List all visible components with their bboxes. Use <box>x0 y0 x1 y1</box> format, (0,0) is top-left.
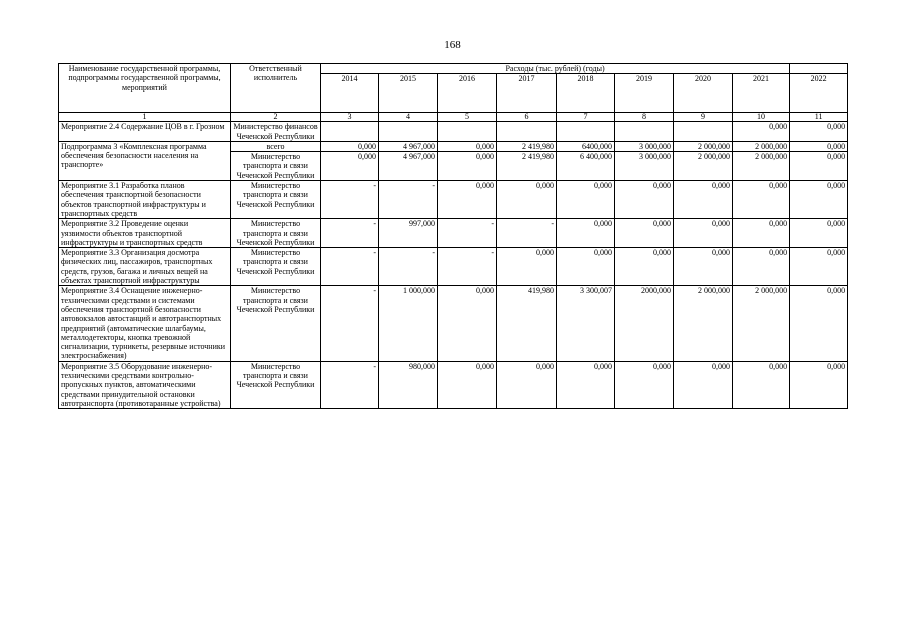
row-value: 0,000 <box>674 248 733 286</box>
row-value: 0,000 <box>497 248 557 286</box>
row-executor: Министерство транспорта и связи Чеченской Республики <box>231 219 321 248</box>
row-value: 0,000 <box>733 122 790 142</box>
column-number: 10 <box>733 113 790 122</box>
row-value: 2 000,000 <box>733 141 790 151</box>
row-value: - <box>321 361 379 408</box>
table-row <box>59 286 848 361</box>
row-value: 0,000 <box>674 181 733 219</box>
row-name: Подпрограмма 3 «Комплексная программа обеспечения безопасности населения на транспорте» <box>59 141 231 180</box>
row-value: 0,000 <box>790 248 848 286</box>
row-value <box>438 122 497 142</box>
row-value: 0,000 <box>438 141 497 151</box>
row-value: 0,000 <box>438 152 497 181</box>
row-value: 0,000 <box>557 361 615 408</box>
row-value: 0,000 <box>615 361 674 408</box>
column-number: 1 <box>59 113 231 122</box>
row-value: 2 000,000 <box>674 286 733 361</box>
row-value <box>379 122 438 142</box>
table-row <box>59 248 848 286</box>
budget-table <box>58 63 848 409</box>
column-number: 9 <box>674 113 733 122</box>
row-value: 2 000,000 <box>674 152 733 181</box>
page-number: 168 <box>444 39 461 51</box>
row-name: Мероприятие 3.3 Организация досмотра физических лиц, пассажиров, транспортных средств, грузов, багажа и личных вещей на объектах транспортной инфраструктуры <box>59 248 231 286</box>
row-value: 0,000 <box>438 286 497 361</box>
row-value: 3 300,007 <box>557 286 615 361</box>
header-executor-column: Ответственный исполнитель <box>231 64 321 113</box>
row-value <box>321 122 379 142</box>
row-value: - <box>321 181 379 219</box>
header-year: 2020 <box>674 74 733 113</box>
row-value: - <box>438 219 497 248</box>
column-number: 6 <box>497 113 557 122</box>
row-value: 3 000,000 <box>615 152 674 181</box>
column-number: 3 <box>321 113 379 122</box>
row-executor: Министерство транспорта и связи Чеченской Республики <box>231 286 321 361</box>
row-name: Мероприятие 2.4 Содержание ЦОВ в г. Грозном <box>59 122 231 142</box>
row-value <box>497 122 557 142</box>
table-row <box>59 181 848 219</box>
row-value: 0,000 <box>615 219 674 248</box>
row-value: 0,000 <box>790 219 848 248</box>
row-value: - <box>321 219 379 248</box>
row-value <box>615 122 674 142</box>
table-row <box>59 141 848 151</box>
header-year: 2021 <box>733 74 790 113</box>
row-value: 0,000 <box>438 361 497 408</box>
row-value: 0,000 <box>790 152 848 181</box>
header-name-column: Наименование государственной программы, подпрограммы государственной программы, мероприятий <box>59 64 231 113</box>
row-value: 0,000 <box>321 141 379 151</box>
header-year: 2015 <box>379 74 438 113</box>
row-value: 0,000 <box>733 219 790 248</box>
row-value: 997,000 <box>379 219 438 248</box>
table-row <box>59 361 848 408</box>
row-value: - <box>321 286 379 361</box>
row-value: 0,000 <box>497 181 557 219</box>
row-value: 0,000 <box>790 122 848 142</box>
row-value: 2 000,000 <box>733 152 790 181</box>
row-value: 0,000 <box>557 219 615 248</box>
column-number: 8 <box>615 113 674 122</box>
header-year: 2017 <box>497 74 557 113</box>
row-value: 0,000 <box>674 219 733 248</box>
row-value: 419,980 <box>497 286 557 361</box>
header-year: 2014 <box>321 74 379 113</box>
row-value: 0,000 <box>790 181 848 219</box>
row-value: - <box>321 248 379 286</box>
row-value: - <box>379 248 438 286</box>
row-value: 0,000 <box>790 286 848 361</box>
row-value: 0,000 <box>790 361 848 408</box>
row-value: - <box>438 248 497 286</box>
row-value: 0,000 <box>497 361 557 408</box>
row-value: - <box>497 219 557 248</box>
row-value: 6400,000 <box>557 141 615 151</box>
column-number-row <box>59 113 848 122</box>
row-name: Мероприятие 3.5 Оборудование инженерно-техническими средствами контрольно-пропускных пунктов, автоматическими средствами принудительной остановки автотранспорта (противотаранные устройства) <box>59 361 231 408</box>
row-value: 3 000,000 <box>615 141 674 151</box>
row-value: 4 967,000 <box>379 141 438 151</box>
row-value: 2 419,980 <box>497 141 557 151</box>
row-value: 0,000 <box>733 361 790 408</box>
row-value <box>557 122 615 142</box>
column-number: 4 <box>379 113 438 122</box>
row-value: 2000,000 <box>615 286 674 361</box>
row-executor: всего <box>231 141 321 151</box>
header-blank-cell <box>790 64 848 74</box>
row-value: 0,000 <box>557 248 615 286</box>
row-executor: Министерство транспорта и связи Чеченской Республики <box>231 152 321 181</box>
header-year: 2018 <box>557 74 615 113</box>
row-value: 4 967,000 <box>379 152 438 181</box>
column-number: 5 <box>438 113 497 122</box>
header-year: 2019 <box>615 74 674 113</box>
row-value: 6 400,000 <box>557 152 615 181</box>
header-expenses: Расходы (тыс. рублей) (годы) <box>321 64 790 74</box>
row-value: 2 419,980 <box>497 152 557 181</box>
row-executor: Министерство финансов Чеченской Республики <box>231 122 321 142</box>
header-year: 2022 <box>790 74 848 113</box>
row-name: Мероприятие 3.1 Разработка планов обеспечения транспортной безопасности объектов транспортной инфраструктуры и транспортных средств <box>59 181 231 219</box>
row-value: 2 000,000 <box>674 141 733 151</box>
row-value: 0,000 <box>733 248 790 286</box>
row-executor: Министерство транспорта и связи Чеченской Республики <box>231 181 321 219</box>
row-value: 0,000 <box>321 152 379 181</box>
row-value: 1 000,000 <box>379 286 438 361</box>
row-executor: Министерство транспорта и связи Чеченской Республики <box>231 248 321 286</box>
row-value: 980,000 <box>379 361 438 408</box>
row-value: 0,000 <box>790 141 848 151</box>
header-year: 2016 <box>438 74 497 113</box>
table-body <box>59 113 848 409</box>
row-value: 0,000 <box>674 361 733 408</box>
row-name: Мероприятие 3.2 Проведение оценки уязвимости объектов транспортной инфраструктуры и транспортных средств <box>59 219 231 248</box>
column-number: 2 <box>231 113 321 122</box>
row-executor: Министерство транспорта и связи Чеченской Республики <box>231 361 321 408</box>
row-value: 0,000 <box>557 181 615 219</box>
row-value: 0,000 <box>615 248 674 286</box>
column-number: 7 <box>557 113 615 122</box>
row-value: 0,000 <box>438 181 497 219</box>
row-name: Мероприятие 3.4 Оснащение инженерно-техническими средствами и системами обеспечения транспортной безопасности автовокзалов автостанций и автотранспортных предприятий (автоматические шлагбаумы, металлодетекторы, кнопка тревожной сигнализации, турникеты, резервные источники электроснабжения) <box>59 286 231 361</box>
column-number: 11 <box>790 113 848 122</box>
row-value: 2 000,000 <box>733 286 790 361</box>
row-value: - <box>379 181 438 219</box>
table-row <box>59 219 848 248</box>
table-row <box>59 122 848 142</box>
row-value <box>674 122 733 142</box>
row-value: 0,000 <box>615 181 674 219</box>
row-value: 0,000 <box>733 181 790 219</box>
